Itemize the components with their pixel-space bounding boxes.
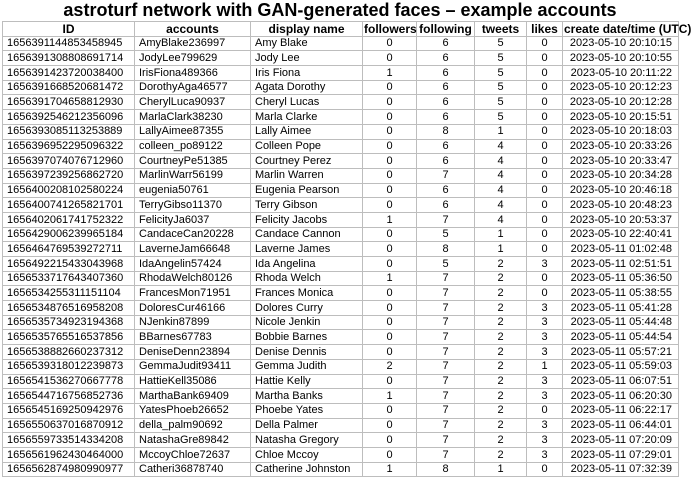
cell-id: 1656400741265821701 bbox=[3, 198, 135, 213]
cell-id: 1656464769539272711 bbox=[3, 242, 135, 257]
cell-create-date: 2023-05-11 06:20:30 bbox=[563, 389, 679, 404]
cell-account: della_palm90692 bbox=[135, 418, 251, 433]
cell-tweets: 2 bbox=[475, 286, 527, 301]
cell-tweets: 1 bbox=[475, 227, 527, 242]
cell-account: Catheri36878740 bbox=[135, 462, 251, 477]
cell-following: 6 bbox=[417, 139, 475, 154]
cell-following: 6 bbox=[417, 183, 475, 198]
table-row bbox=[3, 36, 679, 51]
cell-following: 7 bbox=[417, 330, 475, 345]
cell-id: 1656492215433043968 bbox=[3, 257, 135, 272]
cell-followers: 0 bbox=[363, 124, 417, 139]
cell-likes: 0 bbox=[527, 212, 563, 227]
cell-followers: 1 bbox=[363, 271, 417, 286]
cell-account: NJenkin87899 bbox=[135, 315, 251, 330]
cell-create-date: 2023-05-10 20:11:22 bbox=[563, 66, 679, 81]
table-row bbox=[3, 95, 679, 110]
cell-create-date: 2023-05-10 20:46:18 bbox=[563, 183, 679, 198]
cell-account: RhodaWelch80126 bbox=[135, 271, 251, 286]
cell-id: 1656402061741752322 bbox=[3, 212, 135, 227]
cell-tweets: 2 bbox=[475, 433, 527, 448]
cell-id: 1656396952295096322 bbox=[3, 139, 135, 154]
cell-id: 1656550637016870912 bbox=[3, 418, 135, 433]
cell-display-name: Candace Cannon bbox=[251, 227, 363, 242]
cell-id: 1656392546212356096 bbox=[3, 110, 135, 125]
cell-likes: 3 bbox=[527, 345, 563, 360]
cell-followers: 0 bbox=[363, 198, 417, 213]
cell-followers: 0 bbox=[363, 80, 417, 95]
cell-display-name: Natasha Gregory bbox=[251, 433, 363, 448]
cell-tweets: 5 bbox=[475, 66, 527, 81]
cell-create-date: 2023-05-11 02:51:51 bbox=[563, 257, 679, 272]
cell-create-date: 2023-05-10 20:12:28 bbox=[563, 95, 679, 110]
cell-display-name: Dolores Curry bbox=[251, 301, 363, 316]
cell-display-name: Marla Clarke bbox=[251, 110, 363, 125]
cell-display-name: Laverne James bbox=[251, 242, 363, 257]
cell-create-date: 2023-05-10 20:53:37 bbox=[563, 212, 679, 227]
cell-followers: 0 bbox=[363, 286, 417, 301]
cell-tweets: 5 bbox=[475, 80, 527, 95]
cell-id: 1656391308808691714 bbox=[3, 51, 135, 66]
page-title: astroturf network with GAN-generated faces – example accounts bbox=[63, 0, 617, 20]
cell-likes: 0 bbox=[527, 95, 563, 110]
cell-display-name: Martha Banks bbox=[251, 389, 363, 404]
cell-followers: 2 bbox=[363, 359, 417, 374]
cell-followers: 0 bbox=[363, 154, 417, 169]
column-header-following: following bbox=[417, 22, 475, 37]
cell-following: 7 bbox=[417, 389, 475, 404]
cell-likes: 0 bbox=[527, 66, 563, 81]
cell-tweets: 2 bbox=[475, 257, 527, 272]
cell-account: IdaAngelin57424 bbox=[135, 257, 251, 272]
cell-create-date: 2023-05-10 20:10:15 bbox=[563, 36, 679, 51]
table-row bbox=[3, 66, 679, 81]
cell-tweets: 4 bbox=[475, 139, 527, 154]
table-row bbox=[3, 51, 679, 66]
cell-account: FelicityJa6037 bbox=[135, 212, 251, 227]
cell-following: 7 bbox=[417, 286, 475, 301]
cell-display-name: Ida Angelina bbox=[251, 257, 363, 272]
table-row bbox=[3, 403, 679, 418]
cell-following: 8 bbox=[417, 124, 475, 139]
cell-display-name: Terry Gibson bbox=[251, 198, 363, 213]
cell-followers: 0 bbox=[363, 447, 417, 462]
cell-create-date: 2023-05-11 06:22:17 bbox=[563, 403, 679, 418]
table-row bbox=[3, 168, 679, 183]
cell-likes: 0 bbox=[527, 80, 563, 95]
cell-following: 6 bbox=[417, 154, 475, 169]
cell-account: LallyAimee87355 bbox=[135, 124, 251, 139]
cell-display-name: Phoebe Yates bbox=[251, 403, 363, 418]
column-header-followers: followers bbox=[364, 21, 417, 36]
cell-display-name: Eugenia Pearson bbox=[251, 183, 363, 198]
cell-display-name: Frances Monica bbox=[251, 286, 363, 301]
cell-likes: 3 bbox=[527, 315, 563, 330]
cell-tweets: 2 bbox=[475, 403, 527, 418]
table-row bbox=[3, 139, 679, 154]
cell-likes: 0 bbox=[527, 198, 563, 213]
cell-following: 7 bbox=[417, 418, 475, 433]
cell-account: DorothyAga46577 bbox=[135, 80, 251, 95]
cell-create-date: 2023-05-10 20:33:26 bbox=[563, 139, 679, 154]
cell-following: 8 bbox=[417, 462, 475, 477]
cell-id: 1656539318012239873 bbox=[3, 359, 135, 374]
cell-likes: 3 bbox=[527, 301, 563, 316]
table-row bbox=[3, 198, 679, 213]
cell-account: AmyBlake236997 bbox=[135, 36, 251, 51]
cell-tweets: 1 bbox=[475, 462, 527, 477]
table-row bbox=[3, 374, 679, 389]
cell-likes: 3 bbox=[527, 374, 563, 389]
table-row bbox=[3, 447, 679, 462]
cell-following: 7 bbox=[417, 433, 475, 448]
cell-following: 7 bbox=[417, 345, 475, 360]
cell-likes: 0 bbox=[527, 242, 563, 257]
cell-account: LaverneJam66648 bbox=[135, 242, 251, 257]
cell-tweets: 4 bbox=[475, 168, 527, 183]
cell-id: 1656391704658812930 bbox=[3, 95, 135, 110]
cell-following: 6 bbox=[417, 95, 475, 110]
accounts-table bbox=[2, 21, 691, 477]
cell-id: 1656561962430464000 bbox=[3, 447, 135, 462]
cell-display-name: Agata Dorothy bbox=[251, 80, 363, 95]
table-row bbox=[3, 271, 679, 286]
cell-likes: 0 bbox=[527, 124, 563, 139]
cell-likes: 3 bbox=[527, 257, 563, 272]
cell-display-name: Chloe Mccoy bbox=[251, 447, 363, 462]
cell-followers: 0 bbox=[363, 110, 417, 125]
cell-followers: 1 bbox=[363, 212, 417, 227]
cell-following: 7 bbox=[417, 271, 475, 286]
cell-followers: 0 bbox=[363, 301, 417, 316]
cell-tweets: 1 bbox=[475, 124, 527, 139]
cell-followers: 1 bbox=[363, 66, 417, 81]
cell-tweets: 5 bbox=[475, 95, 527, 110]
cell-following: 7 bbox=[417, 403, 475, 418]
cell-likes: 0 bbox=[527, 36, 563, 51]
cell-account: JodyLee799629 bbox=[135, 51, 251, 66]
cell-likes: 0 bbox=[527, 227, 563, 242]
column-header-create-date: create date/time (UTC) bbox=[564, 21, 691, 36]
cell-likes: 1 bbox=[527, 359, 563, 374]
cell-create-date: 2023-05-10 20:15:51 bbox=[563, 110, 679, 125]
cell-account: eugenia50761 bbox=[135, 183, 251, 198]
cell-id: 1656562874980990977 bbox=[3, 462, 135, 477]
cell-tweets: 4 bbox=[475, 183, 527, 198]
cell-followers: 0 bbox=[363, 345, 417, 360]
cell-display-name: Colleen Pope bbox=[251, 139, 363, 154]
cell-likes: 0 bbox=[527, 168, 563, 183]
cell-tweets: 5 bbox=[475, 110, 527, 125]
cell-create-date: 2023-05-11 05:41:28 bbox=[563, 301, 679, 316]
cell-id: 1656559733514334208 bbox=[3, 433, 135, 448]
cell-following: 7 bbox=[417, 359, 475, 374]
cell-followers: 1 bbox=[363, 389, 417, 404]
cell-following: 7 bbox=[417, 374, 475, 389]
cell-id: 1656544716756852736 bbox=[3, 389, 135, 404]
cell-tweets: 2 bbox=[475, 330, 527, 345]
cell-tweets: 2 bbox=[475, 389, 527, 404]
cell-account: IrisFiona489366 bbox=[135, 66, 251, 81]
cell-create-date: 2023-05-10 22:40:41 bbox=[563, 227, 679, 242]
cell-following: 5 bbox=[417, 227, 475, 242]
table-row bbox=[3, 315, 679, 330]
table-row bbox=[3, 110, 679, 125]
column-header-tweets: tweets bbox=[475, 22, 527, 37]
cell-likes: 3 bbox=[527, 418, 563, 433]
cell-followers: 0 bbox=[363, 403, 417, 418]
cell-account: CandaceCan20228 bbox=[135, 227, 251, 242]
cell-account: DoloresCur46166 bbox=[135, 301, 251, 316]
cell-followers: 0 bbox=[363, 257, 417, 272]
cell-create-date: 2023-05-11 07:29:01 bbox=[563, 447, 679, 462]
cell-account: GemmaJudit93411 bbox=[135, 359, 251, 374]
cell-following: 6 bbox=[417, 198, 475, 213]
table-row bbox=[3, 154, 679, 169]
cell-likes: 3 bbox=[527, 389, 563, 404]
cell-following: 6 bbox=[417, 66, 475, 81]
cell-following: 5 bbox=[417, 257, 475, 272]
table-row bbox=[3, 462, 679, 477]
cell-id: 1656429006239965184 bbox=[3, 227, 135, 242]
cell-account: NatashaGre89842 bbox=[135, 433, 251, 448]
table-row bbox=[3, 80, 679, 95]
cell-create-date: 2023-05-11 07:32:39 bbox=[563, 462, 679, 477]
cell-tweets: 2 bbox=[475, 374, 527, 389]
cell-tweets: 2 bbox=[475, 271, 527, 286]
cell-likes: 0 bbox=[527, 403, 563, 418]
cell-tweets: 2 bbox=[475, 315, 527, 330]
cell-account: MarlinWarr56199 bbox=[135, 168, 251, 183]
cell-create-date: 2023-05-11 05:57:21 bbox=[563, 345, 679, 360]
cell-followers: 0 bbox=[363, 51, 417, 66]
cell-create-date: 2023-05-10 20:34:28 bbox=[563, 168, 679, 183]
cell-followers: 1 bbox=[363, 462, 417, 477]
cell-likes: 0 bbox=[527, 286, 563, 301]
cell-create-date: 2023-05-10 20:18:03 bbox=[563, 124, 679, 139]
cell-id: 1656533717643407360 bbox=[3, 271, 135, 286]
cell-id: 1656534876516958208 bbox=[3, 301, 135, 316]
cell-following: 6 bbox=[417, 51, 475, 66]
cell-following: 8 bbox=[417, 242, 475, 257]
cell-account: HattieKell35086 bbox=[135, 374, 251, 389]
cell-create-date: 2023-05-10 20:48:23 bbox=[563, 198, 679, 213]
cell-create-date: 2023-05-11 05:36:50 bbox=[563, 271, 679, 286]
cell-display-name: Rhoda Welch bbox=[251, 271, 363, 286]
cell-tweets: 2 bbox=[475, 359, 527, 374]
table-row bbox=[3, 242, 679, 257]
cell-following: 6 bbox=[417, 36, 475, 51]
cell-id: 1656541536270667778 bbox=[3, 374, 135, 389]
cell-account: MccoyChloe72637 bbox=[135, 447, 251, 462]
cell-likes: 0 bbox=[527, 462, 563, 477]
cell-display-name: Gemma Judith bbox=[251, 359, 363, 374]
cell-following: 7 bbox=[417, 447, 475, 462]
cell-display-name: Amy Blake bbox=[251, 36, 363, 51]
cell-display-name: Felicity Jacobs bbox=[251, 212, 363, 227]
table-row bbox=[3, 345, 679, 360]
cell-followers: 0 bbox=[363, 374, 417, 389]
cell-followers: 0 bbox=[363, 95, 417, 110]
cell-create-date: 2023-05-11 06:07:51 bbox=[563, 374, 679, 389]
cell-followers: 0 bbox=[363, 227, 417, 242]
cell-id: 1656393085113253889 bbox=[3, 124, 135, 139]
cell-followers: 0 bbox=[363, 139, 417, 154]
cell-tweets: 4 bbox=[475, 154, 527, 169]
cell-id: 1656391668520681472 bbox=[3, 80, 135, 95]
cell-id: 1656391423720038400 bbox=[3, 66, 135, 81]
cell-account: MarthaBank69409 bbox=[135, 389, 251, 404]
cell-tweets: 2 bbox=[475, 447, 527, 462]
cell-followers: 0 bbox=[363, 168, 417, 183]
cell-create-date: 2023-05-10 20:33:47 bbox=[563, 154, 679, 169]
cell-display-name: Della Palmer bbox=[251, 418, 363, 433]
table-row bbox=[3, 212, 679, 227]
cell-followers: 0 bbox=[363, 183, 417, 198]
cell-account: colleen_po89122 bbox=[135, 139, 251, 154]
cell-likes: 3 bbox=[527, 433, 563, 448]
column-header-accounts: accounts bbox=[135, 22, 251, 37]
cell-tweets: 1 bbox=[475, 242, 527, 257]
cell-display-name: Catherine Johnston bbox=[251, 462, 363, 477]
cell-id: 1656545169250942976 bbox=[3, 403, 135, 418]
table-row bbox=[3, 389, 679, 404]
cell-followers: 0 bbox=[363, 433, 417, 448]
cell-likes: 3 bbox=[527, 447, 563, 462]
cell-following: 6 bbox=[417, 80, 475, 95]
cell-display-name: Nicole Jenkin bbox=[251, 315, 363, 330]
cell-display-name: Courtney Perez bbox=[251, 154, 363, 169]
cell-create-date: 2023-05-11 05:44:48 bbox=[563, 315, 679, 330]
cell-account: CourtneyPe51385 bbox=[135, 154, 251, 169]
cell-id: 1656391144853458945 bbox=[3, 36, 135, 51]
cell-account: FrancesMon71951 bbox=[135, 286, 251, 301]
column-header-id: ID bbox=[3, 22, 135, 37]
table-row bbox=[3, 301, 679, 316]
cell-account: MarlaClark38230 bbox=[135, 110, 251, 125]
cell-tweets: 5 bbox=[475, 51, 527, 66]
cell-create-date: 2023-05-10 20:10:55 bbox=[563, 51, 679, 66]
cell-tweets: 4 bbox=[475, 212, 527, 227]
cell-create-date: 2023-05-11 05:59:03 bbox=[563, 359, 679, 374]
cell-likes: 3 bbox=[527, 330, 563, 345]
cell-tweets: 2 bbox=[475, 301, 527, 316]
table-row bbox=[3, 124, 679, 139]
table-row bbox=[3, 359, 679, 374]
cell-id: 1656538882660237312 bbox=[3, 345, 135, 360]
table-row bbox=[3, 227, 679, 242]
table-row bbox=[3, 183, 679, 198]
cell-followers: 0 bbox=[363, 330, 417, 345]
cell-id: 1656534255311151104 bbox=[3, 286, 135, 301]
cell-following: 6 bbox=[417, 110, 475, 125]
cell-id: 1656535765516537856 bbox=[3, 330, 135, 345]
cell-followers: 0 bbox=[363, 242, 417, 257]
table-body bbox=[3, 36, 679, 477]
cell-display-name: Cheryl Lucas bbox=[251, 95, 363, 110]
cell-id: 1656397239256862720 bbox=[3, 168, 135, 183]
column-header-display-name: display name bbox=[251, 22, 363, 37]
cell-account: CherylLuca90937 bbox=[135, 95, 251, 110]
table-row bbox=[3, 418, 679, 433]
cell-account: TerryGibso11370 bbox=[135, 198, 251, 213]
cell-likes: 0 bbox=[527, 154, 563, 169]
cell-tweets: 5 bbox=[475, 36, 527, 51]
cell-tweets: 2 bbox=[475, 345, 527, 360]
cell-account: DeniseDenn23894 bbox=[135, 345, 251, 360]
cell-create-date: 2023-05-11 07:20:09 bbox=[563, 433, 679, 448]
cell-following: 7 bbox=[417, 212, 475, 227]
cell-likes: 0 bbox=[527, 139, 563, 154]
cell-following: 7 bbox=[417, 315, 475, 330]
cell-account: BBarnes67783 bbox=[135, 330, 251, 345]
cell-likes: 0 bbox=[527, 51, 563, 66]
cell-followers: 0 bbox=[363, 315, 417, 330]
cell-id: 1656400208102580224 bbox=[3, 183, 135, 198]
cell-create-date: 2023-05-11 06:44:01 bbox=[563, 418, 679, 433]
cell-display-name: Iris Fiona bbox=[251, 66, 363, 81]
cell-tweets: 2 bbox=[475, 418, 527, 433]
cell-display-name: Hattie Kelly bbox=[251, 374, 363, 389]
cell-followers: 0 bbox=[363, 418, 417, 433]
cell-tweets: 4 bbox=[475, 198, 527, 213]
cell-create-date: 2023-05-11 01:02:48 bbox=[563, 242, 679, 257]
cell-display-name: Jody Lee bbox=[251, 51, 363, 66]
cell-create-date: 2023-05-10 20:12:23 bbox=[563, 80, 679, 95]
cell-followers: 0 bbox=[363, 36, 417, 51]
cell-id: 1656397074076712960 bbox=[3, 154, 135, 169]
column-header-likes: likes bbox=[527, 22, 563, 37]
table-row bbox=[3, 330, 679, 345]
cell-create-date: 2023-05-11 05:38:55 bbox=[563, 286, 679, 301]
cell-display-name: Marlin Warren bbox=[251, 168, 363, 183]
cell-id: 1656535734923194368 bbox=[3, 315, 135, 330]
table-row bbox=[3, 257, 679, 272]
cell-likes: 0 bbox=[527, 110, 563, 125]
cell-account: YatesPhoeb26652 bbox=[135, 403, 251, 418]
table-row bbox=[3, 286, 679, 301]
header-row bbox=[3, 22, 679, 37]
cell-likes: 0 bbox=[527, 183, 563, 198]
cell-display-name: Bobbie Barnes bbox=[251, 330, 363, 345]
cell-following: 7 bbox=[417, 168, 475, 183]
cell-create-date: 2023-05-11 05:44:54 bbox=[563, 330, 679, 345]
cell-display-name: Denise Dennis bbox=[251, 345, 363, 360]
cell-display-name: Lally Aimee bbox=[251, 124, 363, 139]
table-row bbox=[3, 433, 679, 448]
cell-likes: 0 bbox=[527, 271, 563, 286]
cell-following: 7 bbox=[417, 301, 475, 316]
